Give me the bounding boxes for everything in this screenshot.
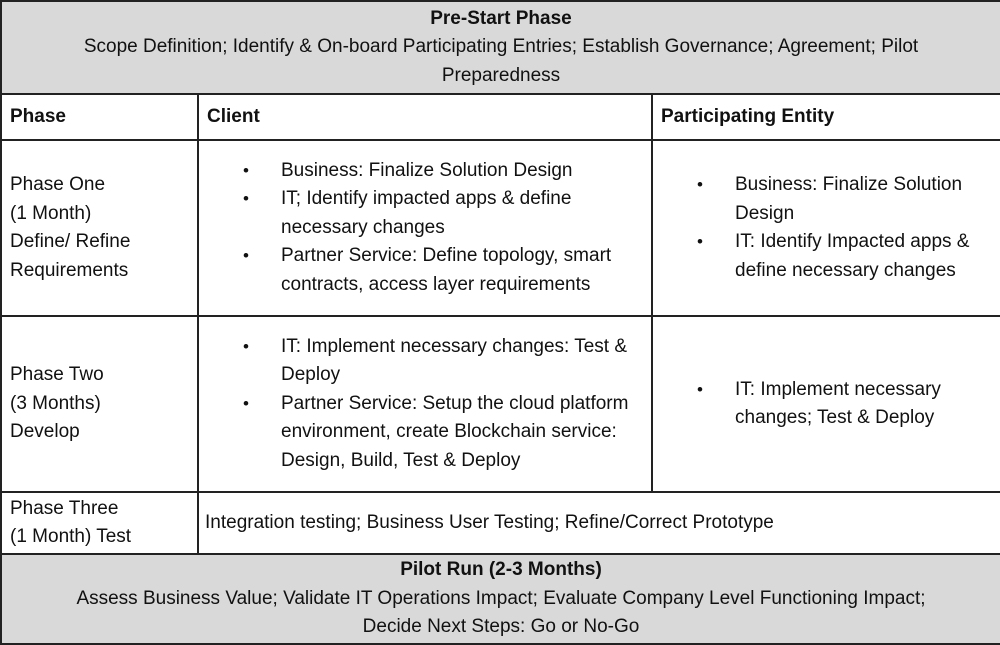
header-participating-entity: Participating Entity	[652, 94, 1000, 140]
list-item: • IT: Implement necessary changes: Test & Deploy	[199, 333, 651, 390]
phase-label-line: (3 Months)	[10, 392, 101, 414]
phase-two-cell	[1, 316, 198, 492]
pilot-row	[1, 554, 1000, 644]
pre-start-row	[1, 1, 1000, 94]
list-item: • IT; Identify impacted apps & define necessary changes	[199, 185, 651, 242]
list-item: • IT: Identify Impacted apps & define necessary changes	[653, 228, 1000, 285]
pilot-run-line-1: Assess Business Value; Validate IT Operations Impact; Evaluate Company Level Functioning Impact;	[76, 587, 926, 609]
phase-label-line: Phase One	[10, 174, 106, 195]
list-item: • Partner Service: Setup the cloud platform environment, create Blockchain service: Design, Build, Test & Deploy	[199, 390, 651, 476]
bullet-list	[199, 333, 651, 476]
phase-one-cell	[1, 140, 198, 316]
table-row	[1, 492, 1000, 554]
header-row	[1, 94, 1000, 140]
pre-start-title: Pre-Start Phase	[430, 7, 572, 29]
phase-label-line: Requirements	[10, 259, 129, 281]
pilot-run-banner	[1, 554, 1000, 644]
phase-three-cell	[1, 492, 198, 554]
phase-label-line: (1 Month) Test	[10, 526, 132, 547]
list-item: • Business: Finalize Solution Design	[653, 171, 1000, 228]
phase-label-line: Phase Three	[10, 497, 119, 519]
list-item: • Business: Finalize Solution Design	[199, 157, 651, 186]
table-row	[1, 316, 1000, 492]
phase-two-client-cell	[198, 316, 652, 492]
phase-three-merged-cell: Integration testing; Business User Testing; Refine/Correct Prototype	[198, 492, 1000, 554]
phase-one-entity-cell	[652, 140, 1000, 316]
pilot-run-title: Pilot Run (2-3 Months)	[400, 559, 602, 581]
phase-label-line: Phase Two	[10, 364, 104, 386]
header-client: Client	[198, 94, 652, 140]
phase-label-line: Define/ Refine	[10, 231, 131, 252]
pre-start-line-1: Scope Definition; Identify & On-board Participating Entries; Establish Governance; Agreement; Pilot	[83, 36, 919, 58]
header-phase: Phase	[1, 94, 198, 140]
phase-one-client-cell	[198, 140, 652, 316]
bullet-list	[653, 171, 1000, 285]
phase-label-line: (1 Month)	[10, 202, 92, 224]
table-row	[1, 140, 1000, 316]
list-item: • IT: Implement necessary changes; Test & Deploy	[653, 376, 1000, 433]
bullet-list	[199, 157, 651, 300]
phase-two-entity-cell	[652, 316, 1000, 492]
pre-start-banner	[1, 1, 1000, 94]
pre-start-line-2: Preparedness	[441, 64, 561, 86]
pilot-run-line-2: Decide Next Steps: Go or No-Go	[362, 616, 640, 638]
bullet-list	[653, 376, 1000, 433]
list-item: • Partner Service: Define topology, smart contracts, access layer requirements	[199, 242, 651, 299]
phase-label-line: Develop	[10, 421, 80, 443]
